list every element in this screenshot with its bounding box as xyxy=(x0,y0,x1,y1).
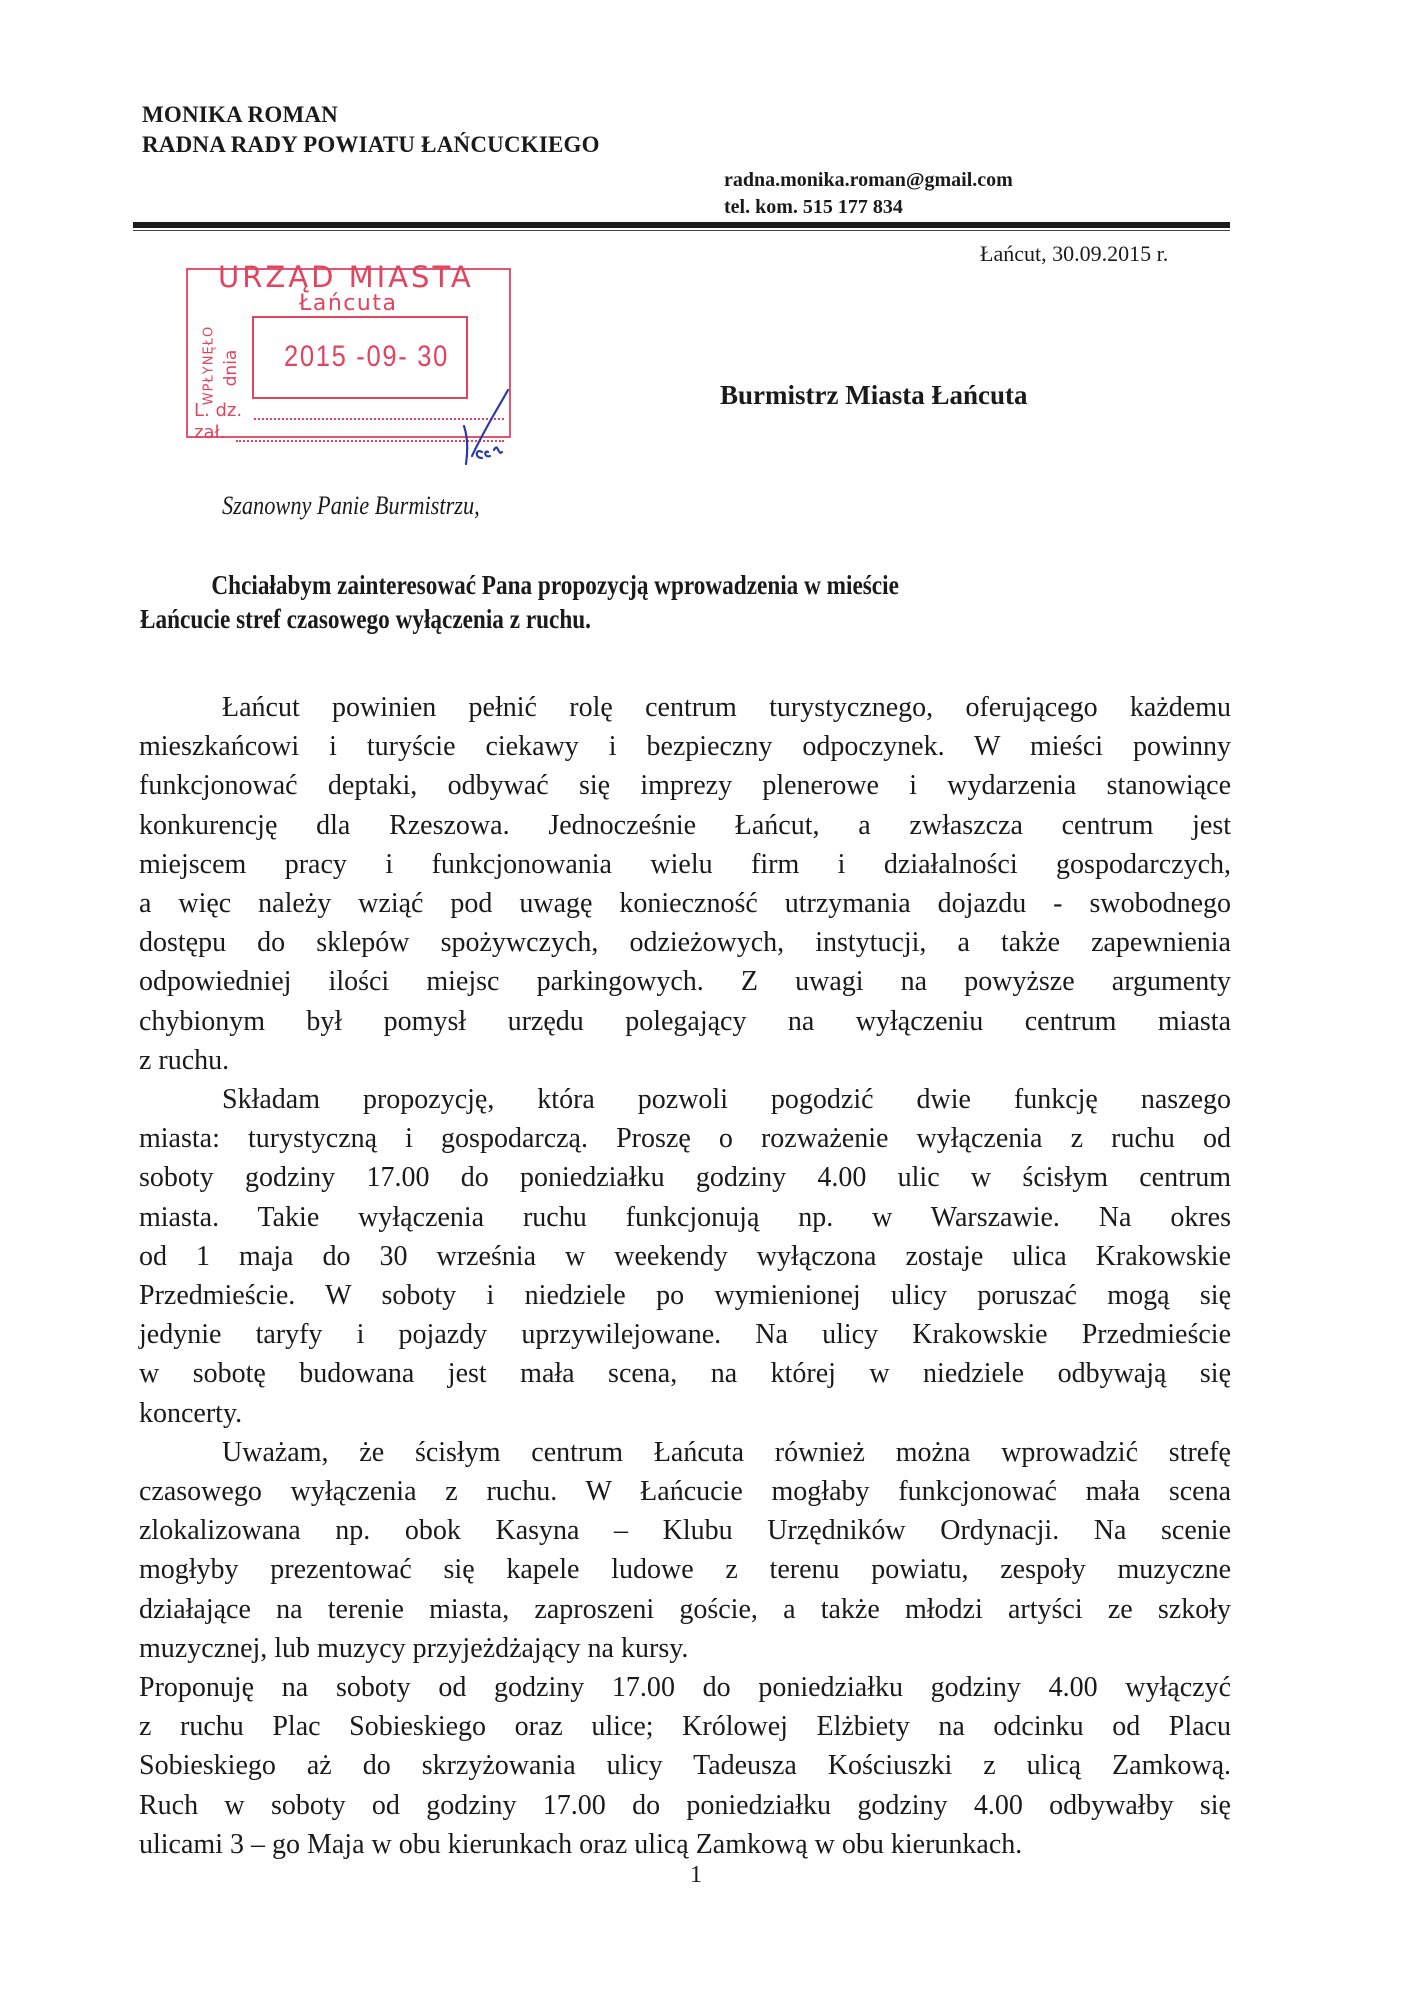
stamp-city: Łańcuta xyxy=(299,291,398,316)
body-line: Składam propozycję, która pozwoli pogodzić dwie funkcję naszego xyxy=(222,1084,1231,1116)
body-line: w sobotę budowana jest mała scena, na której w niedziele odbywają się xyxy=(139,1358,1231,1390)
body-line: mogłyby prezentować się kapele ludowe z terenu powiatu, zespoły muzyczne xyxy=(139,1554,1231,1586)
body-line: soboty godziny 17.00 do poniedziałku godziny 4.00 ulic w ścisłym centrum xyxy=(139,1162,1231,1194)
salutation: Szanowny Panie Burmistrzu, xyxy=(222,491,480,520)
author-name: MONIKA ROMAN xyxy=(142,102,338,127)
body-line: miejscem pracy i funkcjonowania wielu firm i działalności gospodarczych, xyxy=(139,848,1231,880)
body-line: funkcjonować deptaki, odbywać się imprezy plenerowe i wydarzenia stanowiące xyxy=(139,770,1231,802)
body-line: od 1 maja do 30 września w weekendy wyłączona zostaje ulica Krakowskie xyxy=(139,1240,1231,1272)
header-rule-thick xyxy=(133,222,1230,228)
body-line: działające na terenie miasta, zaproszeni goście, a także młodzi artyści ze szkoły xyxy=(139,1593,1231,1625)
subject-line: Chciałabym zainteresować Pana propozycją wprowadzenia w mieście xyxy=(211,570,899,600)
signature-icon xyxy=(454,386,524,466)
body-line: mieszkańcowi i turyście ciekawy i bezpieczny odpoczynek. W mieści powinny xyxy=(139,731,1231,763)
body-line: Sobieskiego aż do skrzyżowania ulicy Tadeusza Kościuszki z ulicą Zamkową. xyxy=(139,1750,1231,1782)
stamp-title: URZĄD MIASTA xyxy=(218,260,474,294)
recipient: Burmistrz Miasta Łańcuta xyxy=(720,380,1028,410)
body-line: dostępu do sklepów spożywczych, odzieżowych, instytucji, a także zapewnienia xyxy=(139,927,1231,959)
body-line: koncerty. xyxy=(139,1397,243,1429)
header-rule-thin xyxy=(133,230,1230,231)
stamp-day-label: dnia xyxy=(221,349,241,387)
body-line: Ruch w soboty od godziny 17.00 do poniedziałku godziny 4.00 odbywałby się xyxy=(139,1789,1231,1821)
body-line: Proponuję na soboty od godziny 17.00 do poniedziałku godziny 4.00 wyłączyć xyxy=(139,1672,1231,1704)
body-line: zlokalizowana np. obok Kasyna – Klubu Urzędników Ordynacji. Na scenie xyxy=(139,1515,1231,1547)
body-line: muzycznej, lub muzycy przyjeżdżający na kursy. xyxy=(139,1632,689,1664)
stamp-received-label: WPŁYNĘŁO xyxy=(201,325,217,406)
stamp-attachments-label: zał. xyxy=(194,422,226,443)
place-and-date: Łańcut, 30.09.2015 r. xyxy=(980,241,1169,266)
body-line: konkurencję dla Rzeszowa. Jednocześnie Łańcut, a zwłaszcza centrum jest xyxy=(139,809,1231,841)
body-line: ulicami 3 – go Maja w obu kierunkach oraz ulicą Zamkową w obu kierunkach. xyxy=(139,1828,1023,1860)
body-line: a więc należy wziąć pod uwagę konieczność utrzymania dojazdu - swobodnego xyxy=(139,888,1231,920)
body-line: odpowiedniej ilości miejsc parkingowych. Z uwagi na powyższe argumenty xyxy=(139,966,1231,998)
subject-line: Łańcucie stref czasowego wyłączenia z ruchu. xyxy=(140,604,591,634)
body-line: jedynie taryfy i pojazdy uprzywilejowane. Na ulicy Krakowskie Przedmieście xyxy=(139,1319,1231,1351)
author-phone: tel. kom. 515 177 834 xyxy=(724,196,903,218)
subject xyxy=(140,568,1230,636)
body-line: z ruchu. xyxy=(139,1044,230,1076)
body-line: Uważam, że ścisłym centrum Łańcuta również można wprowadzić strefę xyxy=(222,1436,1231,1468)
body-line: z ruchu Plac Sobieskiego oraz ulice; Królowej Elżbiety na odcinku od Placu xyxy=(139,1711,1231,1743)
body-line: czasowego wyłączenia z ruchu. W Łańcucie mogłaby funkcjonować mała scena xyxy=(139,1476,1231,1508)
body-line: Łańcut powinien pełnić rolę centrum turystycznego, oferującego każdemu xyxy=(222,692,1231,723)
body-line: miasta. Takie wyłączenia ruchu funkcjonują np. w Warszawie. Na okres xyxy=(139,1201,1231,1233)
letter-body xyxy=(139,688,1231,1864)
stamp-reg-label: L. dz. xyxy=(194,400,243,421)
author-role: RADNA RADY POWIATU ŁAŃCUCKIEGO xyxy=(142,132,600,157)
author-email: radna.monika.roman@gmail.com xyxy=(724,169,1013,191)
received-stamp xyxy=(186,258,516,444)
page-number: 1 xyxy=(690,1862,702,1888)
body-line: chybionym był pomysł urzędu polegający na wyłączeniu centrum miasta xyxy=(139,1005,1231,1037)
body-line: miasta: turystyczną i gospodarczą. Proszę o rozważenie wyłączenia z ruchu od xyxy=(139,1123,1231,1155)
body-line: Przedmieście. W soboty i niedziele po wymienionej ulicy poruszać mogą się xyxy=(139,1280,1231,1312)
stamp-date: 2015 -09- 30 xyxy=(284,340,450,373)
